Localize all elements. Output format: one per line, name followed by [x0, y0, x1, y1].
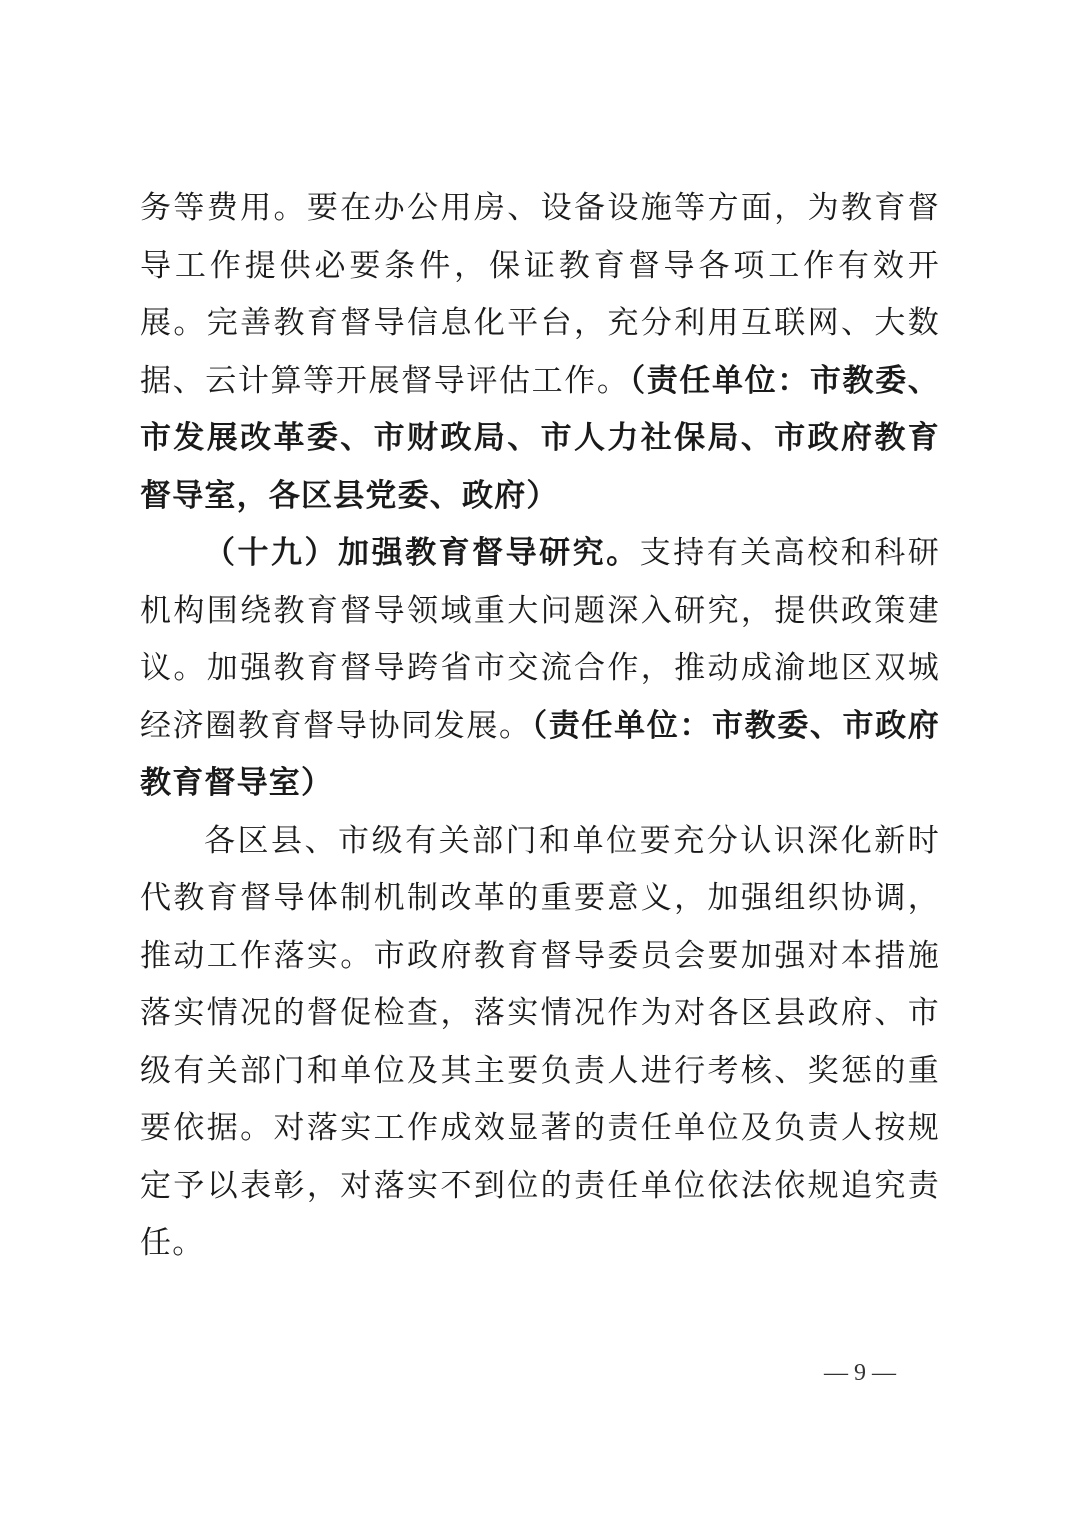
- paragraph-implementation-text: 各区县、市级有关部门和单位要充分认识深化新时代教育督导体制机制改革的重要意义，加强组织协调，推动工作落实。市政府教育督导委员会要加强对本措施落实情况的督促检查，落实情况作为对各区县政府、市级有关部门和单位及其主要负责人进行考核、奖惩的重要依据。对落实工作成效显著的责任单位及负责人按规定予以表彰，对落实不到位的责任单位依法依规追究责任。: [140, 822, 940, 1261]
- paragraph-research-text: 支持有关高校和科研机构围绕教育督导领域重大问题深入研究，提供政策建议。加强教育督导跨省市交流合作，推动成渝地区双城经济圈教育督导协同发展。: [140, 535, 940, 744]
- responsibility-units-funding: （责任单位：市教委、市发展改革委、市财政局、市人力社保局、市政府教育督导室，各区县党委、政府）: [140, 362, 940, 514]
- paragraph-funding-text: 务等费用。要在办公用房、设备设施等方面，为教育督导工作提供必要条件，保证教育督导各项工作有效开展。完善教育督导信息化平台，充分利用互联网、大数据、云计算等开展督导评估工作。: [140, 190, 940, 399]
- paragraph-implementation: [140, 813, 940, 1273]
- paragraph-research: [140, 525, 940, 813]
- section-heading-research: （十九）加强教育督导研究。: [204, 535, 640, 571]
- responsibility-units-research: （责任单位：市教委、市政府教育督导室）: [140, 707, 940, 801]
- body-text: [140, 180, 940, 1273]
- page-number: — 9 —: [824, 1360, 896, 1386]
- paragraph-funding: [140, 180, 940, 525]
